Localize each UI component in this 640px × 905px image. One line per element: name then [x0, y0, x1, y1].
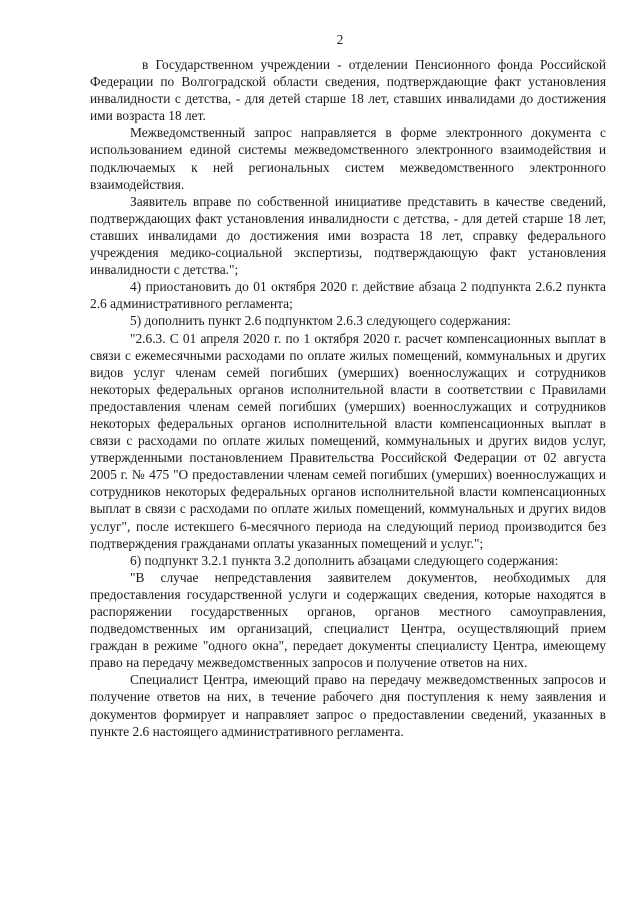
paragraph-center-specialist: Специалист Центра, имеющий право на передачу межведомственных запросов и получение ответов на них, в течение рабочего дня поступления к нему заявления и документов формирует и направляет запрос о предоставлении сведений, указанных в пункте 2.6 настоящего административного регламента. — [90, 672, 606, 739]
paragraph-applicant-right: Заявитель вправе по собственной инициативе представить в качестве сведений, подтверждающих факт установления инвалидности с детства, - для детей старше 18 лет, ставших инвалидами до достижения ими возраста 18 лет, справку федерального учреждения медико-социальной экспертизы, подтверждающую факт установления инвалидности с детства."; — [90, 193, 606, 278]
paragraph-item-4: 4) приостановить до 01 октября 2020 г. действие абзаца 2 подпункта 2.6.2 пункта 2.6 административного регламента; — [90, 279, 606, 312]
paragraph-item-6: 6) подпункт 3.2.1 пункта 3.2 дополнить абзацами следующего содержания: — [130, 552, 559, 568]
paragraph-interagency-request: Межведомственный запрос направляется в форме электронного документа с использованием единой системы межведомственного электронного взаимодействия и подключаемых к ней региональных систем межведомственного электронного взаимодействия. — [90, 125, 606, 192]
paragraph-non-submission-case: "В случае непредставления заявителем документов, необходимых для предоставления государственной услуги и содержащих сведения, которые находятся в распоряжении государственных органов, органов местного самоуправления, подведомственных им организаций, специалист Центра, осуществляющий прием граждан в режиме "одного окна", передает документы специалисту Центра, имеющему право на передачу межведомственных запросов и получение ответов на них. — [90, 569, 606, 671]
page-number: 2 — [336, 32, 344, 47]
paragraph-pension-fund-info: в Государственном учреждении - отделении Пенсионного фонда Российской Федерации по Волгоградской области сведения, подтверждающие факт установления инвалидности с детства, - для детей старше 18 лет, ставших инвалидами до достижения ими возраста 18 лет. — [90, 57, 606, 124]
paragraph-subclause-2-6-3: "2.6.3. С 01 апреля 2020 г. по 1 октября 2020 г. расчет компенсационных выплат в связи с ежемесячными расходами по оплате жилых помещений, коммунальных и других видов услуг членам семей погибших (умерших) военнослужащих и сотрудников некоторых федеральных органов исполнительной власти в соответствии с Правилами предоставления членам семей погибших (умерших) военнослужащих и сотрудников некоторых федеральных органов исполнительной власти компенсационных выплат в связи с расходами по оплате жилых помещений, коммунальных и других видов услуг, утвержденными постановлением Правительства Российской Федерации от 02 августа 2005 г. № 475 "О предоставлении членам семей погибших (умерших) военнослужащих и сотрудников некоторых федеральных органов исполнительной власти компенсационных выплат в связи с расходами по оплате жилых помещений, коммунальных и других видов услуг", после истекшего 6-месячного периода на следующий период производится без подтверждения гражданами оплаты указанных помещений и услуг."; — [90, 330, 606, 551]
paragraph-item-5: 5) дополнить пункт 2.6 подпунктом 2.6.3 следующего содержания: — [130, 313, 511, 329]
